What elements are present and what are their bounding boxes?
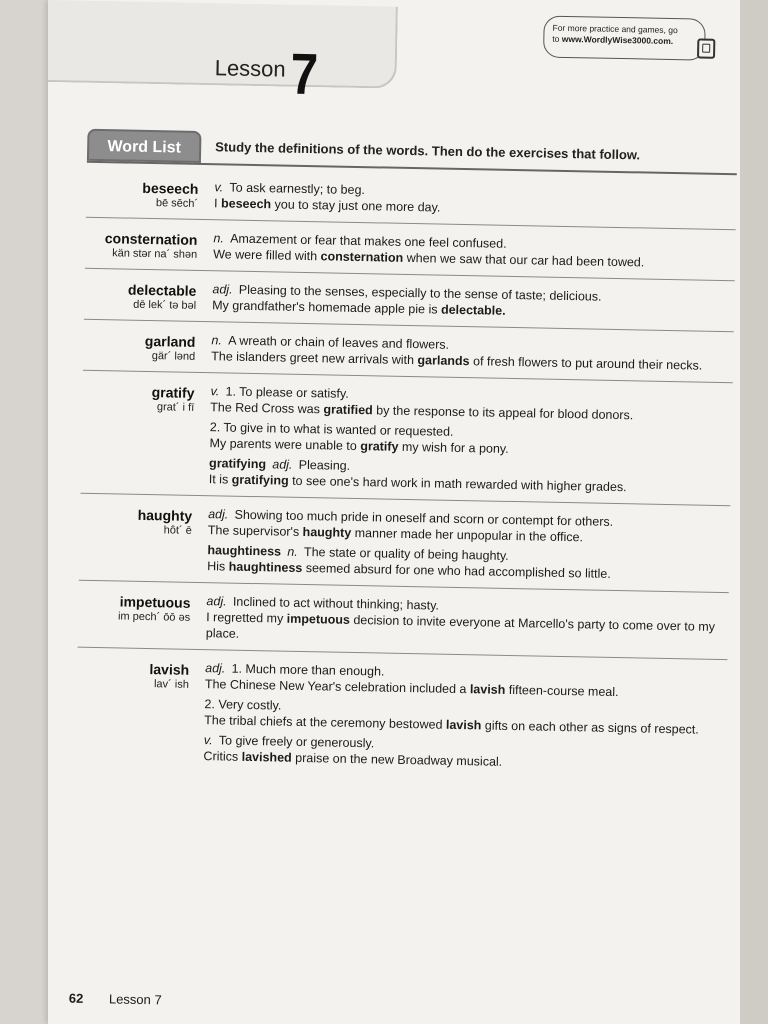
example-text: The Red Cross was bbox=[210, 400, 324, 417]
word-entry bbox=[78, 581, 729, 660]
definition-column bbox=[213, 230, 736, 272]
lesson-number: 7 bbox=[289, 41, 319, 108]
page-content bbox=[48, 0, 748, 1024]
word-list-instructions: Study the definitions of the words. Then do the exercises that follow. bbox=[215, 139, 641, 163]
example-text: fifteen-course meal. bbox=[505, 682, 619, 700]
example-text: to see one's hard work in math rewarded with higher grades. bbox=[288, 473, 627, 495]
sense bbox=[204, 696, 727, 738]
headword-column bbox=[83, 332, 196, 363]
part-of-speech: v. bbox=[210, 384, 220, 399]
footer-lesson: Lesson 7 bbox=[108, 991, 162, 1008]
definition-text: Inclined to act without thinking; hasty. bbox=[232, 594, 440, 613]
practice-note bbox=[543, 16, 706, 61]
definition-text: To ask earnestly; to beg. bbox=[229, 180, 366, 198]
headword: haughty bbox=[137, 506, 193, 524]
example-text: I regretted my bbox=[206, 610, 287, 626]
textbook-page bbox=[48, 0, 748, 1024]
part-of-speech: v. bbox=[214, 180, 224, 195]
sense bbox=[209, 455, 732, 497]
example-text: you to stay just one more day. bbox=[270, 197, 441, 215]
definition-text: A wreath or chain of leaves and flowers. bbox=[228, 333, 450, 352]
pronunciation: kän stər na´ shən bbox=[112, 247, 198, 261]
example-text: The islanders greet new arrivals with bbox=[211, 349, 418, 368]
example-text: The Chinese New Year's celebration included a bbox=[204, 677, 471, 697]
example-text: seemed absurd for one who had accomplished so little. bbox=[302, 560, 611, 581]
sense bbox=[212, 281, 735, 323]
sense bbox=[210, 383, 733, 425]
example-text: Critics bbox=[203, 749, 242, 764]
word-entry bbox=[75, 648, 727, 782]
headword: beseech bbox=[142, 179, 199, 197]
headword-column bbox=[85, 230, 198, 261]
sense bbox=[203, 732, 726, 774]
sense bbox=[208, 506, 731, 548]
pronunciation: bē sēch´ bbox=[155, 197, 199, 210]
example-text: when we saw that our car had been towed. bbox=[403, 250, 645, 270]
example-bold-word: gratify bbox=[360, 439, 399, 454]
sense bbox=[211, 332, 734, 374]
example-text: decision to invite everyone at Marcello's party to come over to my place. bbox=[205, 612, 716, 641]
part-of-speech: adj. bbox=[206, 594, 227, 609]
page-number: 62 bbox=[68, 990, 84, 1006]
definition-column bbox=[203, 660, 727, 774]
definition-column bbox=[212, 281, 735, 323]
part-of-speech: adj. bbox=[208, 507, 229, 522]
definition-text: Showing too much pride in oneself and scorn or contempt for others. bbox=[234, 507, 614, 529]
headword: impetuous bbox=[119, 593, 191, 611]
computer-icon bbox=[697, 38, 715, 58]
pronunciation: dē lek´ tə bəl bbox=[133, 298, 197, 312]
example-text: praise on the new Broadway musical. bbox=[291, 750, 503, 769]
pronunciation: gär´ lənd bbox=[151, 350, 196, 363]
pronunciation: hôt´ ē bbox=[163, 524, 192, 537]
example-bold-word: lavish bbox=[445, 717, 482, 733]
example-text: The supervisor's bbox=[207, 523, 303, 539]
sense bbox=[205, 660, 728, 702]
part-of-speech: n. bbox=[213, 231, 225, 246]
practice-note-line1: For more practice and games, go bbox=[552, 22, 678, 36]
example-bold-word: haughty bbox=[302, 524, 352, 540]
part-of-speech: adj. bbox=[205, 661, 226, 676]
headword-column bbox=[80, 506, 193, 537]
example-text: manner made her unpopular in the office. bbox=[351, 525, 584, 545]
sense bbox=[209, 419, 732, 461]
definition-text: 2. To give in to what is wanted or requested. bbox=[209, 420, 454, 439]
example-text: The tribal chiefs at the ceremony bestowed bbox=[204, 713, 447, 732]
example-bold-word: impetuous bbox=[286, 611, 351, 627]
example-text: It is bbox=[208, 472, 232, 487]
example-text: My grandfather's homemade apple pie is bbox=[212, 298, 442, 317]
definition-column bbox=[214, 179, 737, 221]
part-of-speech: n. bbox=[287, 544, 298, 559]
headword-column bbox=[82, 383, 195, 414]
headword: gratify bbox=[151, 384, 195, 401]
definition-column bbox=[206, 593, 729, 651]
headword-column bbox=[86, 179, 199, 210]
example-bold-word: lavished bbox=[241, 749, 292, 765]
part-of-speech: v. bbox=[203, 733, 213, 748]
definition-text: Amazement or fear that makes one feel confused. bbox=[230, 231, 507, 251]
headword: lavish bbox=[149, 661, 190, 678]
example-text: We were filled with bbox=[213, 247, 321, 264]
headword-column bbox=[78, 593, 191, 624]
word-entries bbox=[75, 167, 736, 782]
example-bold-word: delectable. bbox=[440, 302, 506, 318]
pronunciation: lav´ ish bbox=[153, 678, 189, 691]
sense bbox=[206, 593, 729, 651]
pronunciation: grat´ i fī bbox=[156, 401, 195, 414]
word-list-badge: Word List bbox=[87, 129, 202, 163]
example-text: gifts on each other as signs of respect. bbox=[481, 718, 699, 737]
example-text: I bbox=[213, 196, 222, 211]
practice-note-prefix: to bbox=[552, 33, 562, 44]
part-of-speech: adj. bbox=[272, 457, 293, 472]
definition-text: Pleasing. bbox=[298, 457, 351, 473]
sense bbox=[214, 179, 737, 221]
lesson-label: Lesson bbox=[214, 55, 286, 82]
word-entry bbox=[79, 494, 731, 593]
pronunciation: im pech´ ōō əs bbox=[117, 610, 191, 624]
example-text: His bbox=[207, 559, 229, 574]
definition-column bbox=[211, 332, 734, 374]
example-bold-word: beseech bbox=[220, 196, 272, 212]
sense bbox=[213, 230, 736, 272]
example-bold-word: haughtiness bbox=[228, 559, 303, 575]
word-form: gratifying bbox=[209, 456, 267, 472]
sense bbox=[207, 542, 730, 584]
definition-text: 2. Very costly. bbox=[204, 697, 282, 713]
headword: garland bbox=[144, 332, 196, 350]
word-form: haughtiness bbox=[207, 543, 282, 559]
example-bold-word: lavish bbox=[469, 682, 506, 697]
example-bold-word: gratifying bbox=[231, 472, 289, 488]
definition-text: 1. To please or satisfy. bbox=[225, 384, 349, 401]
page-footer bbox=[69, 991, 162, 1008]
headword-column bbox=[77, 660, 190, 691]
definition-text: The state or quality of being haughty. bbox=[303, 545, 509, 563]
definition-column bbox=[207, 506, 730, 584]
example-bold-word: gratified bbox=[323, 402, 373, 418]
part-of-speech: adj. bbox=[212, 282, 233, 297]
headword: delectable bbox=[127, 281, 197, 299]
practice-url[interactable]: www.WordlyWise3000.com. bbox=[561, 33, 674, 47]
headword: consternation bbox=[104, 230, 198, 248]
definition-text: To give freely or generously. bbox=[218, 733, 375, 751]
example-bold-word: consternation bbox=[320, 249, 404, 265]
page-edge bbox=[740, 0, 768, 1024]
definition-text: 1. Much more than enough. bbox=[231, 661, 385, 679]
example-bold-word: garlands bbox=[417, 353, 470, 369]
definition-column bbox=[209, 383, 733, 497]
example-text: of fresh flowers to put around their necks. bbox=[469, 354, 703, 373]
definition-text: Pleasing to the senses, especially to the sense of taste; delicious. bbox=[238, 282, 602, 304]
part-of-speech: n. bbox=[211, 333, 223, 348]
word-entry bbox=[81, 371, 733, 506]
example-text: my wish for a pony. bbox=[398, 439, 509, 456]
example-text: by the response to its appeal for blood donors. bbox=[372, 403, 634, 423]
headword-column bbox=[84, 281, 197, 312]
example-text: My parents were unable to bbox=[209, 436, 361, 454]
